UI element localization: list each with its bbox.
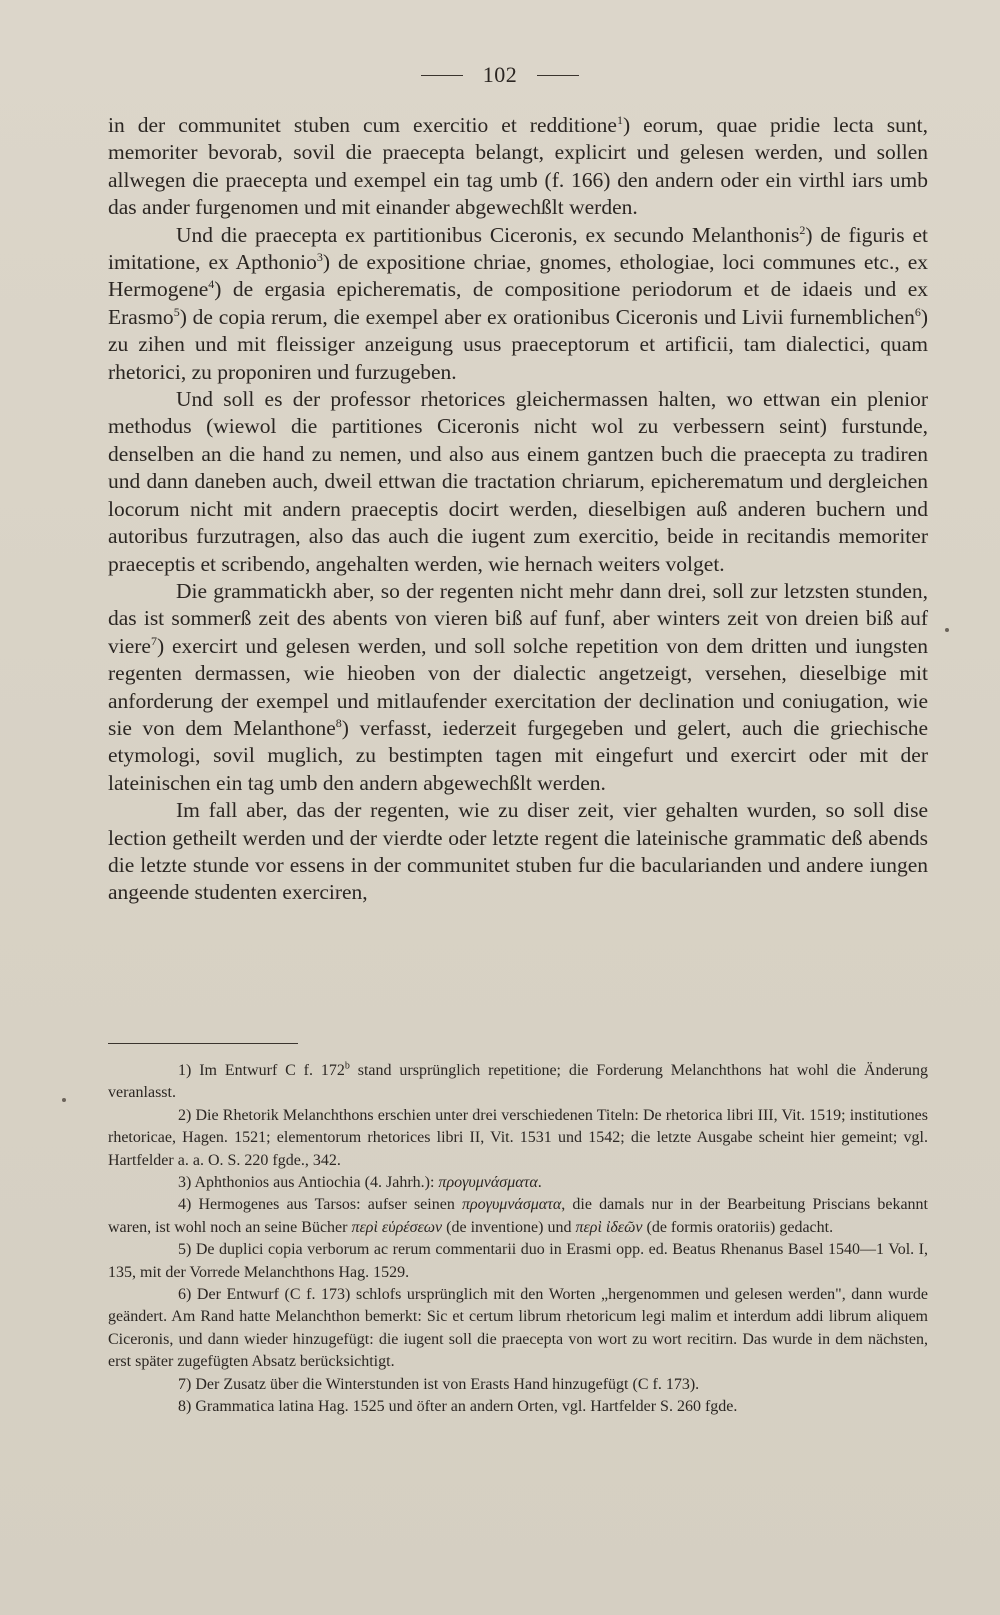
text-run: 7) Der Zusatz über die Winterstunden ist von Erasts Hand hinzugefügt (C f. 173). bbox=[178, 1375, 700, 1393]
paragraph bbox=[108, 578, 928, 797]
footnote bbox=[108, 1284, 928, 1374]
text-run: ) eorum, quae pridie lecta sunt, memoriter bevorab, sovil die praecepta belangt, explicirt und gelesen werden, und sollen allwegen die praecepta und exempel ein tag umb (f. 166) den andern oder ein virthl iars umb das ander furgenomen und mit einander abgewechßlt werden. bbox=[108, 113, 928, 220]
footnote-reference: 5 bbox=[173, 304, 180, 319]
footnote bbox=[108, 1239, 928, 1284]
paragraph bbox=[108, 386, 928, 578]
margin-mark bbox=[62, 1098, 66, 1102]
footnote bbox=[108, 1105, 928, 1172]
text-run: 5) De duplici copia verborum ac rerum commentarii duo in Erasmi opp. ed. Beatus Rhenanus Basel 1540—1 Vol. I, 135, mit der Vorrede Melanchthons Hag. 1529. bbox=[108, 1241, 928, 1281]
paragraph bbox=[108, 222, 928, 386]
text-run: ) de figuris et imitatione, ex Apthonio bbox=[108, 222, 928, 275]
margin-mark bbox=[945, 628, 949, 632]
text-run: in der communitet stuben cum exercitio et redditione bbox=[108, 113, 617, 137]
text-run: ) de copia rerum, die exempel aber ex orationibus Ciceronis und Livii furnemblichen bbox=[179, 304, 915, 329]
main-text bbox=[108, 112, 928, 907]
text-run: Die grammatickh aber, so der regenten nicht mehr dann drei, soll zur letzsten stunden, das ist sommerß zeit des abents von vieren biß auf funf, aber winters zeit von dreien biß auf viere bbox=[108, 578, 928, 658]
page-number: 102 bbox=[482, 62, 518, 87]
footnote-reference: b bbox=[344, 1060, 350, 1072]
footnote bbox=[108, 1194, 928, 1239]
text-run: (de formis oratoriis) gedacht. bbox=[642, 1218, 834, 1236]
greek-text: περὶ εὑρέσεων bbox=[351, 1218, 443, 1236]
text-run: Und soll es der professor rhetorices gleichermassen halten, wo ettwan ein plenior methodus (wiewol die partitiones Ciceronis nicht wol zu verbessern seint) furstunde, denselben an die hand zu nemen, und also aus einem gantzen buch die praecepta zu tradiren und dann daneben auch, dweil ettwan die tractation chriarum, epicherematum und dergleichen locorum nicht mit andern praeceptis docirt werden, dieselbigen auß anderen buchern und autoribus furzutragen, also das auch die iugent zum exercitio, beide in recitandis memoriter praeceptis et scribendo, angehalten werden, wie hernach weiters volget. bbox=[108, 387, 928, 576]
text-run: stand ursprünglich repetitione; die Forderung Melanchthons hat wohl die Änderung veranlasst. bbox=[108, 1062, 928, 1102]
footnote-reference: 3 bbox=[316, 249, 323, 264]
text-run: ) verfasst, iederzeit furgegeben und gelert, auch die griechische etymologi, sovil muglich, zu bestimpten tagen mit eingefurt und exercirt oder mit der lateinischen ein tag umb den andern abgewechßlt werden. bbox=[108, 715, 928, 795]
text-run: 1) Im Entwurf C f. 172 bbox=[178, 1062, 345, 1079]
paragraph bbox=[108, 797, 928, 907]
footnote-reference: 1 bbox=[616, 112, 623, 127]
footnote bbox=[108, 1396, 928, 1418]
text-run: 2) Die Rhetorik Melanchthons erschien unter drei verschiedenen Titeln: De rhetorica libri III, Vit. 1519; institutiones rhetoricae, Hagen. 1521; elementorum rhetorices libri II, Vit. 1531 und 1542; die letzte Ausgabe scheint hier gemeint; vgl. Hartfelder a. a. O. S. 220 fgde., 342. bbox=[108, 1106, 928, 1169]
footnote-reference: 2 bbox=[799, 222, 806, 237]
text-run: Und die praecepta ex partitionibus Ciceronis, ex secundo Melanthonis bbox=[176, 222, 800, 247]
text-run: ) de ergasia epicherematis, de compositione periodorum et de idaeis und ex Erasmo bbox=[108, 277, 928, 329]
page-header bbox=[0, 62, 1000, 88]
text-run: (de inventione) und bbox=[442, 1218, 576, 1236]
text-run: . bbox=[537, 1174, 542, 1192]
greek-text: προγυμνάσματα bbox=[438, 1174, 538, 1192]
footnote-reference: 6 bbox=[914, 304, 921, 319]
footnote bbox=[108, 1060, 928, 1105]
footnote bbox=[108, 1172, 928, 1194]
text-run: Im fall aber, das der regenten, wie zu diser zeit, vier gehalten wurden, so soll dise lection getheilt werden und der vierdte oder letzte regent die lateinische grammatic deß abends die letzte stunde vor essens in der communitet stuben fur die bacularianden und andere iungen angeende studenten exerciren, bbox=[108, 798, 928, 905]
text-run: 4) Hermogenes aus Tarsos: aufser seinen bbox=[178, 1196, 462, 1214]
footnote-reference: 4 bbox=[208, 277, 215, 292]
text-run: 8) Grammatica latina Hag. 1525 und öfter an andern Orten, vgl. Hartfelder S. 260 fgde. bbox=[178, 1398, 738, 1416]
footnote-separator bbox=[108, 1043, 298, 1044]
footnote-reference: 8 bbox=[335, 715, 342, 730]
paragraph bbox=[108, 112, 928, 222]
text-run: ) exercirt und gelesen werden, und soll solche repetition von dem dritten und iungsten regenten dermassen, wie hieoben von der dialectic angetzeigt, versehen, dieselbige mit anforderung der exempel und mitlaufender exercitation der declination und coniugation, wie sie von dem Melanthone bbox=[108, 633, 928, 740]
greek-text: περὶ ἰδεῶν bbox=[575, 1218, 643, 1236]
greek-text: προγυμνάσματα bbox=[461, 1196, 562, 1214]
header-dash-right bbox=[537, 75, 579, 76]
footnotes bbox=[108, 1060, 928, 1419]
text-run: ) de expositione chriae, gnomes, ethologiae, loci communes etc., ex Hermogene bbox=[108, 250, 928, 302]
text-run: 6) Der Entwurf (C f. 173) schlofs ursprünglich mit den Worten „hergenommen und gelesen werden", dann wurde geändert. Am Rand hatte Melanchthon bemerkt: Sic et certum librum rhetoricum legi malim et interdum addi librum aliquem Ciceronis, und dann wieder hinzugefügt: die iugent soll die praecepta von wort zu wort recitirn. Das wurde in dem nächsten, erst später zugefügten Absatz berücksichtigt. bbox=[108, 1286, 928, 1371]
footnote-reference: 7 bbox=[150, 633, 157, 648]
text-run: 3) Aphthonios aus Antiochia (4. Jahrh.): bbox=[178, 1174, 439, 1192]
footnote bbox=[108, 1374, 928, 1396]
text-run: ) zu zihen und mit fleissiger anzeigung usus praeceptorum et artificii, tam dialectici, quam rhetorici, zu proponiren und furzugeben. bbox=[108, 304, 928, 384]
text-run: , die damals nur in der Bearbeitung Priscians bekannt waren, ist wohl noch an seine Bücher bbox=[108, 1196, 929, 1236]
header-dash-left bbox=[421, 75, 463, 76]
